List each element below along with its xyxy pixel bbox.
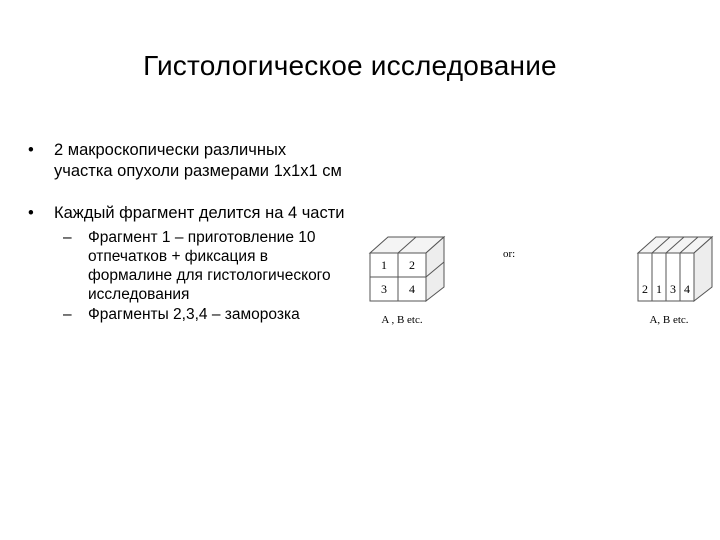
sub-bullet-item-1 xyxy=(28,228,348,304)
right-cube-caption: A, B etc. xyxy=(649,314,689,326)
left-cell-1: 1 xyxy=(381,258,387,272)
left-cell-2: 2 xyxy=(409,258,415,272)
bullet-item-1: • 2 макроскопически различных участка опухоли размерами 1х1х1 см xyxy=(28,140,348,182)
right-cell-3: 3 xyxy=(670,282,676,296)
sub-bullet-text: Фрагменты 2,3,4 – заморозка xyxy=(88,306,300,323)
bullet-item-2: • Каждый фрагмент делится на 4 части xyxy=(28,203,348,224)
right-cell-2: 1 xyxy=(656,282,662,296)
left-cube-caption: A , B etc. xyxy=(381,314,423,326)
left-cell-4: 4 xyxy=(409,282,415,296)
sub-bullet-item-2 xyxy=(28,305,348,324)
right-cell-4: 4 xyxy=(684,282,690,296)
slide-title: Гистологическое исследование xyxy=(143,50,557,81)
sub-bullet-text: Фрагмент 1 – приготовление 10 отпечатков + фиксация в формалине для гистологического исследования xyxy=(88,229,331,303)
or-label: or: xyxy=(503,248,516,260)
dash-marker: – xyxy=(63,229,72,246)
left-cell-3: 3 xyxy=(381,282,387,296)
dash-marker: – xyxy=(63,306,72,323)
right-cell-1: 2 xyxy=(642,282,648,296)
bullet-list xyxy=(28,140,348,325)
tissue-division-diagram xyxy=(360,225,720,345)
